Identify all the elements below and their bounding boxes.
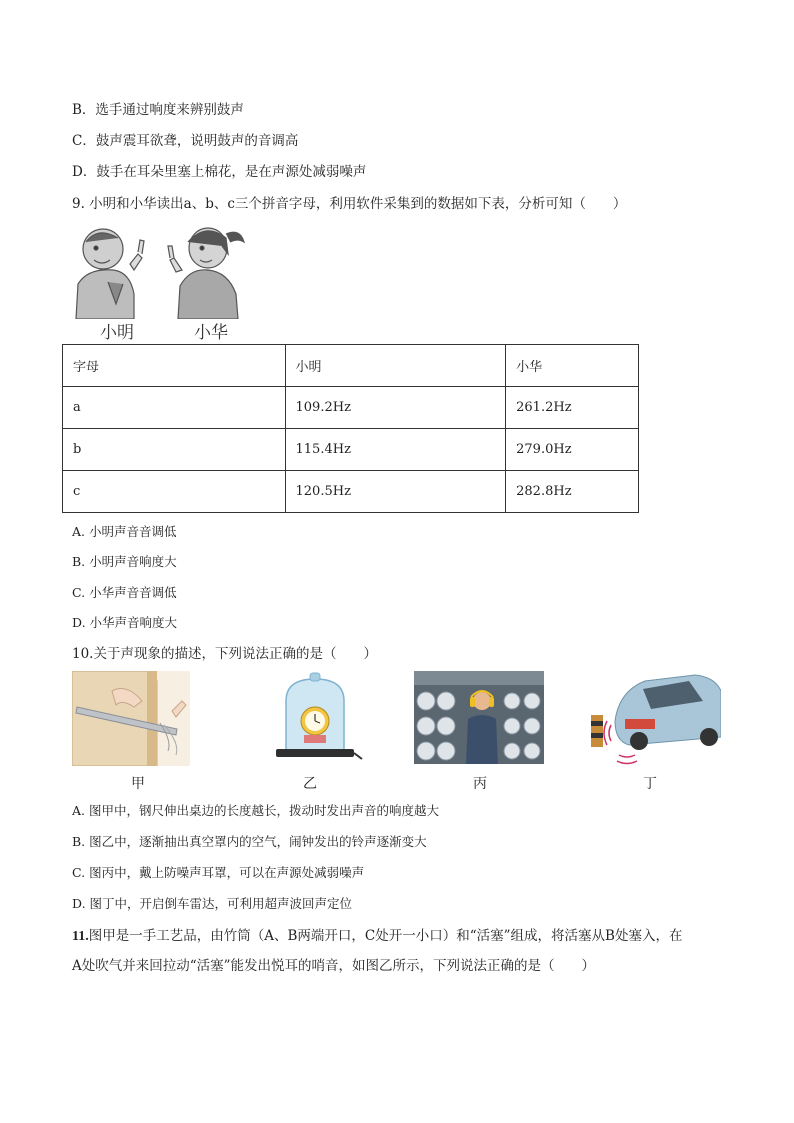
figure-factory-worker [414, 671, 544, 764]
table-cell: b [63, 429, 286, 471]
table-cell: 279.0Hz [506, 429, 639, 471]
table-cell: 261.2Hz [506, 387, 639, 429]
q10-option-a: A. 图甲中，钢尺伸出桌边的长度越长，拨动时发出声音的响度越大 [72, 803, 439, 818]
figure-caption-ding: 丁 [643, 776, 657, 792]
q11-line-1 [72, 927, 682, 946]
table-row [63, 387, 639, 429]
figure-caption-yi: 乙 [303, 776, 317, 792]
table-cell: 120.5Hz [285, 471, 506, 513]
figure-caption-jia: 甲 [131, 776, 145, 792]
speaking-people-image [68, 224, 248, 319]
q9-stem: 9. 小明和小华读出a、b、c三个拼音字母，利用软件采集到的数据如下表，分析可知（ ） [72, 196, 627, 212]
q10-option-d: D. 图丁中，开启倒车雷达，可利用超声波回声定位 [72, 896, 353, 911]
q11-number: 11. [72, 929, 89, 944]
q11-line-2: A处吹气并来回拉动“活塞”能发出悦耳的哨音，如图乙所示，下列说法正确的是（ ） [72, 958, 596, 974]
table-cell: 282.8Hz [506, 471, 639, 513]
q11-stem-part-1: 图甲是一手工艺品，由竹筒（A、B两端开口，C处开一小口）和“活塞”组成，将活塞从B处塞入，在 [88, 928, 683, 944]
table-row [63, 471, 639, 513]
table-header-row [63, 345, 639, 387]
q9-option-a: A. 小明声音音调低 [72, 524, 177, 539]
q9-option-d: D. 小华声音响度大 [72, 615, 178, 630]
table-cell: 109.2Hz [285, 387, 506, 429]
figure-bell-jar-clock [268, 671, 363, 766]
person-name-xiaohua: 小华 [194, 323, 228, 343]
frequency-table [62, 344, 639, 513]
table-header-cell: 小明 [285, 345, 506, 387]
table-header-cell: 小华 [506, 345, 639, 387]
figure-reversing-car [585, 671, 721, 766]
figure-caption-bing: 丙 [473, 776, 487, 792]
q10-option-b: B. 图乙中，逐渐抽出真空罩内的空气，闹钟发出的铃声逐渐变大 [72, 834, 427, 849]
q8-option-c: C．鼓声震耳欲聋，说明鼓声的音调高 [72, 133, 299, 149]
table-cell: a [63, 387, 286, 429]
figure-ruler-on-table [72, 671, 190, 766]
person-name-xiaoming: 小明 [100, 323, 134, 343]
table-cell: 115.4Hz [285, 429, 506, 471]
q8-option-d: D．鼓手在耳朵里塞上棉花，是在声源处减弱噪声 [72, 164, 367, 180]
table-row [63, 429, 639, 471]
q9-option-c: C. 小华声音音调低 [72, 585, 177, 600]
q10-option-c: C. 图丙中，戴上防噪声耳罩，可以在声源处减弱噪声 [72, 865, 365, 880]
q10-stem: 10.关于声现象的描述，下列说法正确的是（ ） [72, 646, 377, 662]
table-cell: c [63, 471, 286, 513]
q8-option-b: B．选手通过响度来辨别鼓声 [72, 102, 244, 118]
q9-option-b: B. 小明声音响度大 [72, 554, 177, 569]
table-header-cell: 字母 [63, 345, 286, 387]
